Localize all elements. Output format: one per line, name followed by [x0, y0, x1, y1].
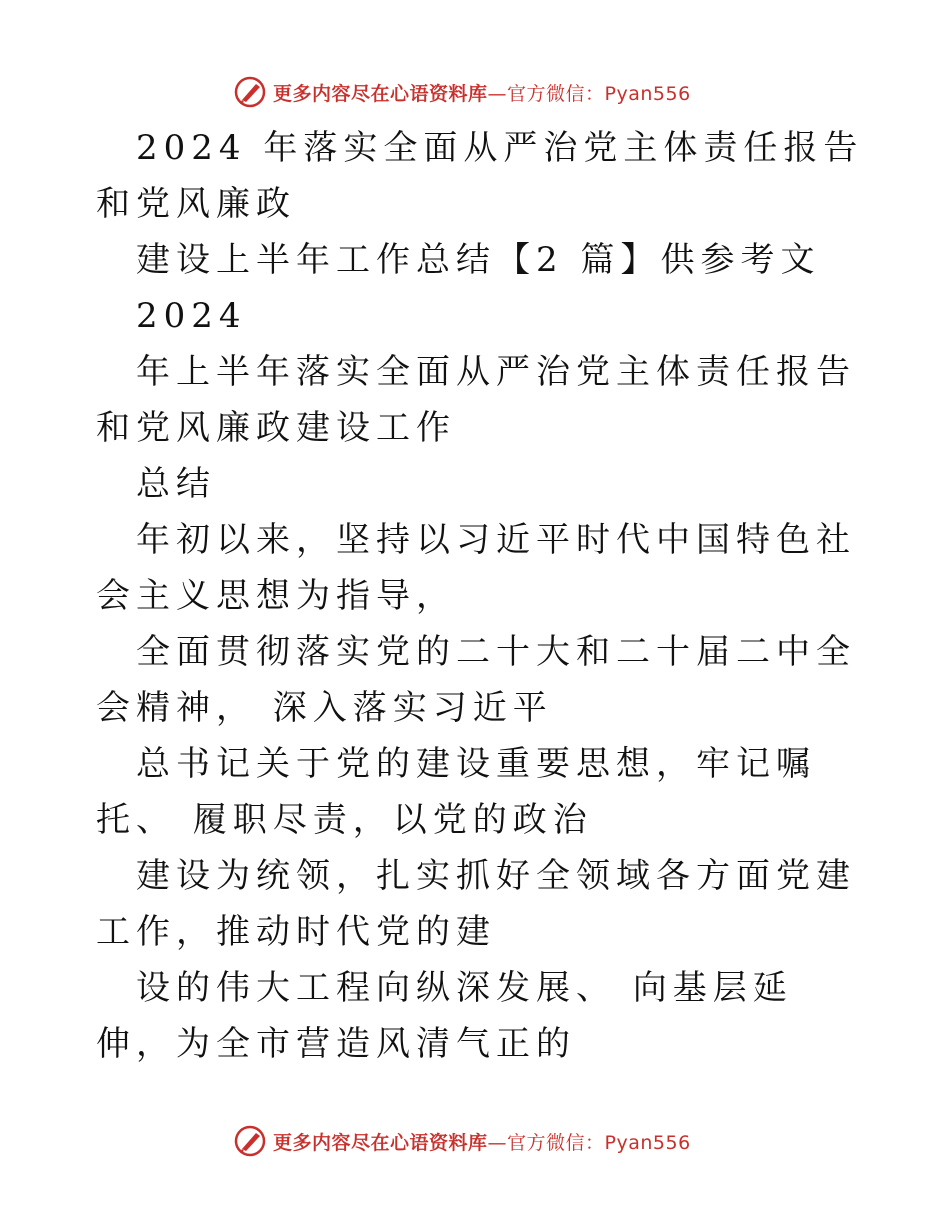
header-watermark — [233, 72, 691, 112]
document-body — [96, 120, 866, 1072]
watermark-text: 更多内容尽在心语资料库 — [273, 82, 488, 105]
watermark-contact: —官方微信：Pyan556 — [487, 1131, 691, 1154]
paragraph-title-line-1: 2024 年落实全面从严治党主体责任报告和党风廉政 — [96, 128, 864, 224]
paragraph-body-3: 总书记关于党的建设重要思想，牢记嘱托、 履职尽责，以党的政治 — [96, 744, 816, 840]
paragraph-body-2: 全面贯彻落实党的二十大和二十届二中全会精神， 深入落实习近平 — [96, 632, 856, 728]
paragraph-body-1: 年初以来，坚持以习近平时代中国特色社会主义思想为指导， — [96, 520, 856, 616]
watermark-contact: —官方微信：Pyan556 — [487, 82, 691, 105]
pen-logo-icon — [233, 1124, 267, 1158]
paragraph-summary-heading: 总结 — [136, 464, 216, 504]
paragraph-subtitle: 年上半年落实全面从严治党主体责任报告和党风廉政建设工作 — [96, 352, 856, 448]
paragraph-title-line-2: 建设上半年工作总结【2 篇】供参考文 — [136, 240, 821, 280]
paragraph-body-5: 设的伟大工程向纵深发展、 向基层延伸，为全市营造风清气正的 — [96, 968, 793, 1064]
pen-logo-icon — [233, 75, 267, 109]
paragraph-year: 2024 — [136, 296, 247, 336]
footer-watermark — [233, 1121, 691, 1161]
paragraph-body-4: 建设为统领，扎实抓好全领域各方面党建工作，推动时代党的建 — [96, 856, 856, 952]
watermark-text: 更多内容尽在心语资料库 — [273, 1131, 488, 1154]
